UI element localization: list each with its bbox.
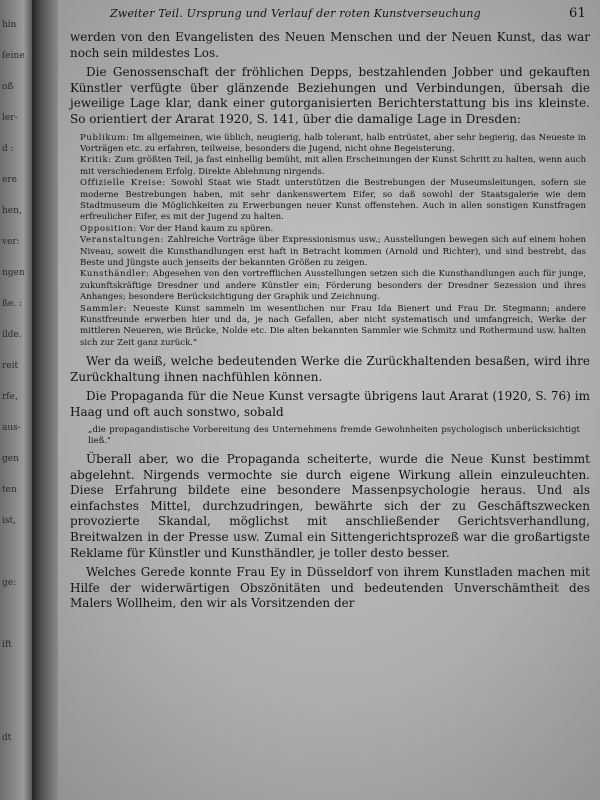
report-term: Kunsthändler: (80, 269, 150, 280)
report-text: Sowohl Staat wie Stadt unterstützen die Bestrebungen der Museumsleitungen, sofern sie moderne Bestrebungen haben, mit sehr dankenswertem Eifer, so daß sowohl der Staatsgalerie wie dem Stadtmuseum die Möglichkeiten zu Erwerbungen neuer Kunst offenstehen. Auch in allen sonstigen Kunstfragen erfreulicher Eifer, es mit der Jugend zu halten. (80, 178, 586, 223)
running-title: Zweiter Teil. Ursprung und Verlauf der roten Kunstverseuchung (110, 7, 481, 20)
facing-page-fragment: ere (2, 175, 17, 185)
facing-page-fragment: ilde. (2, 330, 22, 340)
page-number: 61 (569, 6, 586, 21)
facing-page-fragment: ver: (2, 237, 20, 247)
report-text: Vor der Hand kaum zu spüren. (136, 223, 274, 234)
facing-page-fragment: ist, (2, 516, 16, 526)
paragraph-3: Wer da weiß, welche bedeutenden Werke die Zurückhaltenden besaßen, wird ihre Zurückhaltung ihnen nachfühlen können. (70, 354, 590, 384)
report-term: Kritik: (80, 155, 112, 166)
facing-page-fragment: hen, (2, 206, 22, 216)
report-term: Sammler: (80, 303, 127, 314)
facing-page-fragment: ten (2, 485, 17, 495)
paragraph-6: Welches Gerede konnte Frau Ey in Düsseldorf von ihrem Kunstladen machen mit Hilfe der widerwärtigen Obszönitäten und bedeutenden Unverschämtheit des Malers Wollheim, den wir als Vorsitzenden der (70, 565, 590, 611)
report-text: Zum größten Teil, ja fast einhellig bemüht, mit allen Erscheinungen der Kunst Schritt zu halten, wenn auch mit verschiedenem Erfolg. Direkte Ablehnung nirgends. (80, 155, 586, 177)
book-gutter (32, 0, 58, 800)
report-text: Zahlreiche Vorträge über Expressionismus usw.; Ausstellungen bewegen sich auf einem hohen Niveau, soweit die Kunsthandlungen erst haft in Betracht kommen (Arnold und Richter), und sind bestrebt, das Beste und Jüngste auch jenseits der bekannten Größen zu zeigen. (80, 235, 586, 269)
paragraph-5: Überall aber, wo die Propaganda scheiterte, wurde die Neue Kunst bestimmt abgelehnt. Nirgends vermochte sie durch eigene Wirkung allein einzuleuchten. Diese Erfahrung bildete eine besondere Massenpsychologie heraus. Und als einfachstes Mittel, durchzudringen, bewährte sich der zu Geschäftszwecken provozierte Skandal, möglichst mit anschließender Gerichtsverhandlung, Breitwalzen in der Presse usw. Zumal ein Sittengerichtsprozeß war die großartigste Reklame für Künstler und Kunsthändler, je toller desto besser. (70, 452, 590, 560)
facing-page-fragment: ler- (2, 113, 18, 123)
report-entry-kunsthaendler (80, 269, 586, 303)
report-text: Abgesehen von den vortrefflichen Ausstellungen setzen sich die Kunsthandlungen auch für junge, zukunftskräftige Dresdner und andere Künstler ein; Förderung besonders der Dresdner Sezession und ihres Anhanges; besondere Berücksichtigung der Graphik und Zeichnung. (80, 269, 586, 303)
paragraph-2: Die Genossenschaft der fröhlichen Depps, bestzahlenden Jobber und gekauften Künstler verfügte über glänzende Beziehungen und Verbindungen, übersah die jeweilige Lage klar, dank einer gutorganisierten Berichterstattung bis ins kleinste. So orientiert der Ararat 1920, S. 141, über die damalige Lage in Dresden: (70, 65, 590, 126)
report-entry-publikum (80, 133, 586, 156)
paragraph-1: werden von den Evangelisten des Neuen Menschen und der Neuen Kunst, das war noch sein mildestes Los. (70, 30, 590, 60)
facing-page-fragment: oß (2, 82, 14, 92)
ararat-report (70, 133, 590, 350)
report-entry-opposition (80, 224, 586, 235)
facing-page-fragment: d : (2, 144, 14, 154)
facing-page-fragment: ße. : (2, 299, 23, 309)
facing-page-edge (0, 0, 34, 800)
facing-page-fragment: ift (2, 640, 12, 650)
facing-page-fragment: ge: (2, 578, 17, 588)
report-text: Im allgemeinen, wie üblich, neugierig, halb tolerant, halb entrüstet, aber sehr begierig, das Neueste in Vorträgen etc. zu erfahren, teilweise, besonders die Jugend, nicht ohne Begeisterung. (80, 132, 586, 154)
paragraph-4: Die Propaganda für die Neue Kunst versagte übrigens laut Ararat (1920, S. 76) im Haag und oft auch sonstwo, sobald (70, 389, 590, 420)
facing-page-fragment: rfe, (2, 392, 18, 402)
facing-page-fragment: aus- (2, 423, 21, 433)
facing-page-fragment: feine (2, 51, 25, 61)
page-text (70, 30, 590, 612)
facing-page-fragment: dt (2, 733, 12, 743)
report-term: Offizielle Kreise: (80, 178, 166, 189)
report-entry-veranstaltungen (80, 235, 586, 269)
report-term: Veranstaltungen: (80, 235, 165, 246)
facing-page-fragment: ngen (2, 268, 25, 278)
running-header (110, 6, 586, 21)
report-text: Neueste Kunst sammeln im wesentlichen nur Frau Ida Bienert und Frau Dr. Stegmann; andere Kunstfreunde erwerben hier und da, je nach Gefallen, aber nicht systematisch und umfangreich, Werke der mittleren Neueren, wie Brücke, Nolde etc. Die alten bekannten Sammler wie Schmitz und Rothermund usw. halten sich zur Zeit ganz zurück." (80, 303, 586, 348)
facing-page-fragment: reit (2, 361, 19, 371)
report-term: Publikum: (80, 132, 130, 143)
facing-page-fragment: gen (2, 454, 19, 464)
facing-page-fragment: hin (2, 20, 17, 30)
propaganda-quote: „die propagandistische Vorbereitung des Unternehmens fremde Gewohnheiten psychologisch unberücksichtigt ließ." (88, 424, 580, 446)
report-entry-offizielle-kreise (80, 178, 586, 224)
report-term: Opposition: (80, 223, 137, 234)
book-page (58, 0, 600, 800)
report-entry-kritik (80, 155, 586, 178)
report-entry-sammler (80, 304, 586, 350)
